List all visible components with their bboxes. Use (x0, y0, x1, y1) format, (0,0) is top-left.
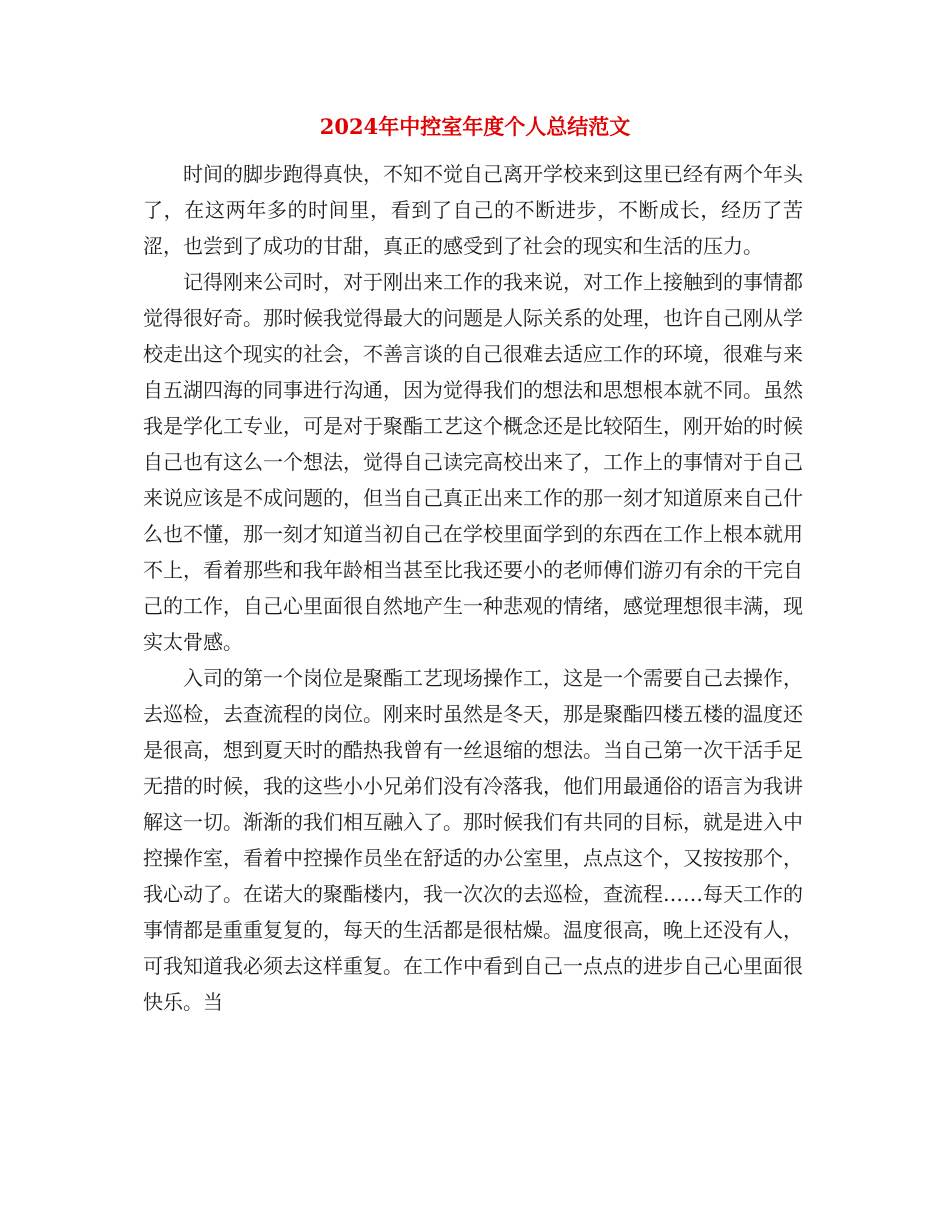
document-title: 2024年中控室年度个人总结范文 (319, 114, 631, 139)
paragraph-3: 入司的第一个岗位是聚酯工艺现场操作工，这是一个需要自己去操作，去巡检，去查流程的岗位。刚来时虽然是冬天，那是聚酯四楼五楼的温度还是很高，想到夏天时的酷热我曾有一丝退缩的想法。当自己第一次干活手足无措的时候，我的这些小小兄弟们没有冷落我，他们用最通俗的语言为我讲解这一切。渐渐的我们相互融入了。那时候我们有共同的目标，就是进入中控操作室，看着中控操作员坐在舒适的办公室里，点点这个，又按按那个，我心动了。在诺大的聚酯楼内，我一次次的去巡检，查流程……每天工作的事情都是重重复复的，每天的生活都是很枯燥。温度很高，晚上还没有人，可我知道我必须去这样重复。在工作中看到自己一点点的进步自己心里面很快乐。当 (143, 666, 803, 1014)
document-body (143, 156, 803, 1020)
paragraph-1: 时间的脚步跑得真快，不知不觉自己离开学校来到这里已经有两个年头了，在这两年多的时间里，看到了自己的不断进步，不断成长，经历了苦涩，也尝到了成功的甘甜，真正的感受到了社会的现实和生活的压力。 (143, 162, 803, 258)
paragraph-2: 记得刚来公司时，对于刚出来工作的我来说，对工作上接触到的事情都觉得很好奇。那时候我觉得最大的问题是人际关系的处理，也许自己刚从学校走出这个现实的社会，不善言谈的自己很难去适应工作的环境，很难与来自五湖四海的同事进行沟通，因为觉得我们的想法和思想根本就不同。虽然我是学化工专业，可是对于聚酯工艺这个概念还是比较陌生，刚开始的时候自己也有这么一个想法，觉得自己读完高校出来了，工作上的事情对于自己来说应该是不成问题的，但当自己真正出来工作的那一刻才知道原来自己什么也不懂，那一刻才知道当初自己在学校里面学到的东西在工作上根本就用不上，看着那些和我年龄相当甚至比我还要小的老师傅们游刃有余的干完自己的工作，自己心里面很自然地产生一种悲观的情绪，感觉理想很丰满，现实太骨感。 (143, 270, 803, 654)
